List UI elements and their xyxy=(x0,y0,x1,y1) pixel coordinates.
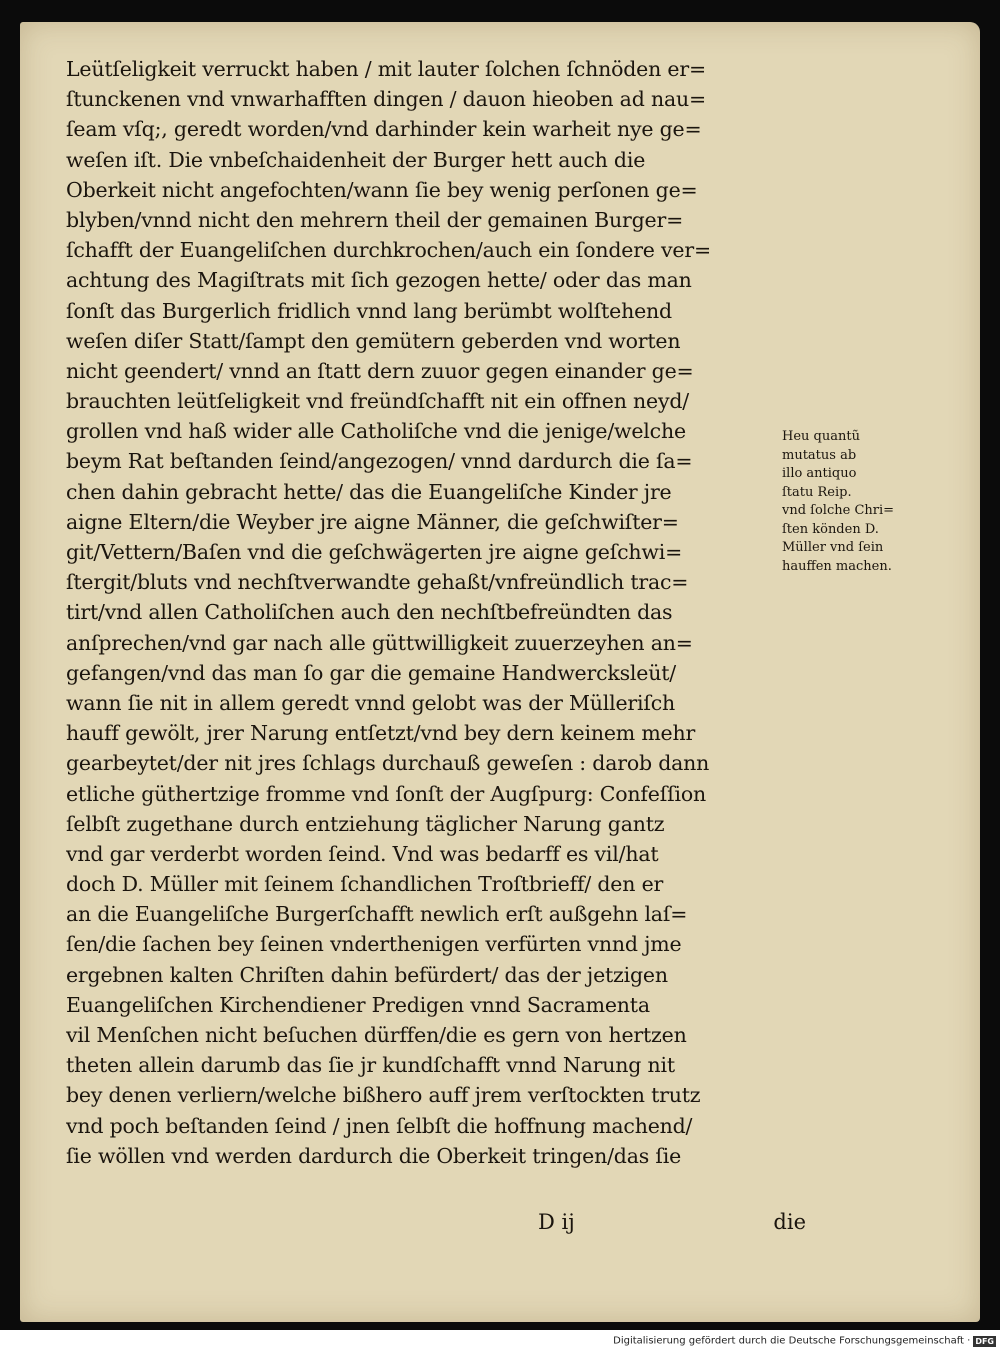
text-line: achtung des Magiſtrats mit ſich gezogen hette/ oder das man xyxy=(66,268,692,293)
text-line: ſtergit/bluts vnd nechſtverwandte gehaßt/vnfreündlich trac= xyxy=(66,570,689,595)
text-line: ſchafft der Euangeliſchen durchkrochen/auch ein ſondere ver= xyxy=(66,238,711,263)
text-line: ſtunckenen vnd vnwarhafften dingen / dauon hieoben ad nau= xyxy=(66,87,706,112)
marginal-note-line: vnd ſolche Chri= xyxy=(782,503,895,518)
marginal-note-line: Heu quantũ xyxy=(782,429,860,444)
text-line: an die Euangeliſche Burgerſchafft newlich erſt außgehn laſ= xyxy=(66,902,688,927)
text-line: chen dahin gebracht hette/ das die Euangeliſche Kinder jre xyxy=(66,479,672,504)
text-line: blyben/vnnd nicht den mehrern theil der gemainen Burger= xyxy=(66,207,684,232)
marginal-note-line: Müller vnd ſein xyxy=(782,540,884,555)
marginal-note-line: ſten könden D. xyxy=(782,521,879,537)
text-line: weſen diſer Statt/ſampt den gemütern geberden vnd worten xyxy=(66,328,681,353)
text-line: wann ſie nit in allem geredt vnnd gelobt was der Mülleriſch xyxy=(66,690,676,715)
text-line: Oberkeit nicht angefochten/wann ſie bey wenig perſonen ge= xyxy=(66,177,698,202)
text-line: ſeam vſq;, geredt worden/vnd darhinder kein warheit nye ge= xyxy=(66,117,702,142)
text-line: vnd poch beſtanden ſeind / jnen ſelbſt die hoffnung machend/ xyxy=(66,1113,693,1138)
text-line: theten allein darumb das ſie jr kundſchafft vnnd Narung nit xyxy=(66,1053,675,1078)
text-line: nicht geendert/ vnnd an ſtatt dern zuuor gegen einander ge= xyxy=(66,358,694,383)
dfg-logo: DFG xyxy=(975,1337,994,1346)
text-line: brauchten leütſeligkeit vnd freündſchafft nit ein offnen neyd/ xyxy=(66,389,690,414)
text-line: doch D. Müller mit ſeinem ſchandlichen Troſtbrieff/ den er xyxy=(66,872,664,897)
text-line: weſen iſt. Die vnbeſchaidenheit der Burger hett auch die xyxy=(66,147,646,172)
text-line: ſie wöllen vnd werden dardurch die Oberkeit tringen/das ſie xyxy=(66,1143,682,1168)
text-line: gefangen/vnd das man ſo gar die gemaine Handwercksleüt/ xyxy=(66,660,676,685)
text-line: hauff gewölt, jrer Narung entſetzt/vnd bey dern keinem mehr xyxy=(66,721,696,746)
marginal-note-line: illo antiquo xyxy=(782,466,857,481)
text-line: ſen/die ſachen bey ſeinen vnderthenigen verfürten vnnd jme xyxy=(66,932,682,957)
marginal-note-line: ſtatu Reip. xyxy=(782,484,852,500)
text-line: gearbeytet/der nit jres ſchlags durchauß geweſen : darob dann xyxy=(66,751,710,776)
text-line: git/Vettern/Baſen vnd die geſchwägerten jre aigne geſchwi= xyxy=(66,540,683,564)
marginal-note-line: hauffen machen. xyxy=(782,558,892,574)
main-text-block xyxy=(66,54,806,1171)
text-line: tirt/vnd allen Catholiſchen auch den nechſtbefreündten das xyxy=(66,600,673,625)
text-line: bey denen verliern/welche bißhero auff jrem verſtockten trutz xyxy=(66,1083,701,1108)
credit-text: Digitalisierung gefördert durch die Deutsche Forschungsgemeinschaft · xyxy=(613,1335,971,1347)
text-line: grollen vnd haß wider alle Catholiſche vnd die jenige/welche xyxy=(66,419,686,444)
text-line: etliche güthertzige fromme vnd ſonſt der Augſpurg: Confeſſion xyxy=(66,781,707,806)
text-line: aigne Eltern/die Weyber jre aigne Männer, die geſchwiſter= xyxy=(66,509,679,534)
text-line: anſprechen/vnd gar nach alle güttwilligkeit zuuerzeyhen an= xyxy=(66,630,693,655)
text-line: vil Menſchen nicht beſuchen dürffen/die es gern von hertzen xyxy=(66,1023,687,1047)
signature-mark: D ij xyxy=(538,1210,575,1234)
text-line: vnd gar verderbt worden ſeind. Vnd was bedarff es vil/hat xyxy=(66,841,659,866)
text-line: beym Rat beſtanden ſeind/angezogen/ vnnd dardurch die ſa= xyxy=(66,449,693,474)
catchword: die xyxy=(773,1210,806,1234)
text-line: Leütſeligkeit verruckt haben / mit lauter ſolchen ſchnöden er= xyxy=(66,57,706,81)
text-line: ſonſt das Burgerlich fridlich vnnd lang berümbt wolſtehend xyxy=(66,298,672,323)
marginal-note xyxy=(782,428,942,576)
digitization-credit xyxy=(0,1331,1000,1349)
page-footer xyxy=(66,1210,806,1244)
marginal-note-line: mutatus ab xyxy=(782,447,857,463)
text-line: Euangeliſchen Kirchendiener Predigen vnnd Sacramenta xyxy=(66,992,650,1017)
text-line: ſelbſt zugethane durch entziehung täglicher Narung gantz xyxy=(66,811,665,836)
text-line: ergebnen kalten Chriſten dahin befürdert/ das der jetzigen xyxy=(66,962,668,987)
